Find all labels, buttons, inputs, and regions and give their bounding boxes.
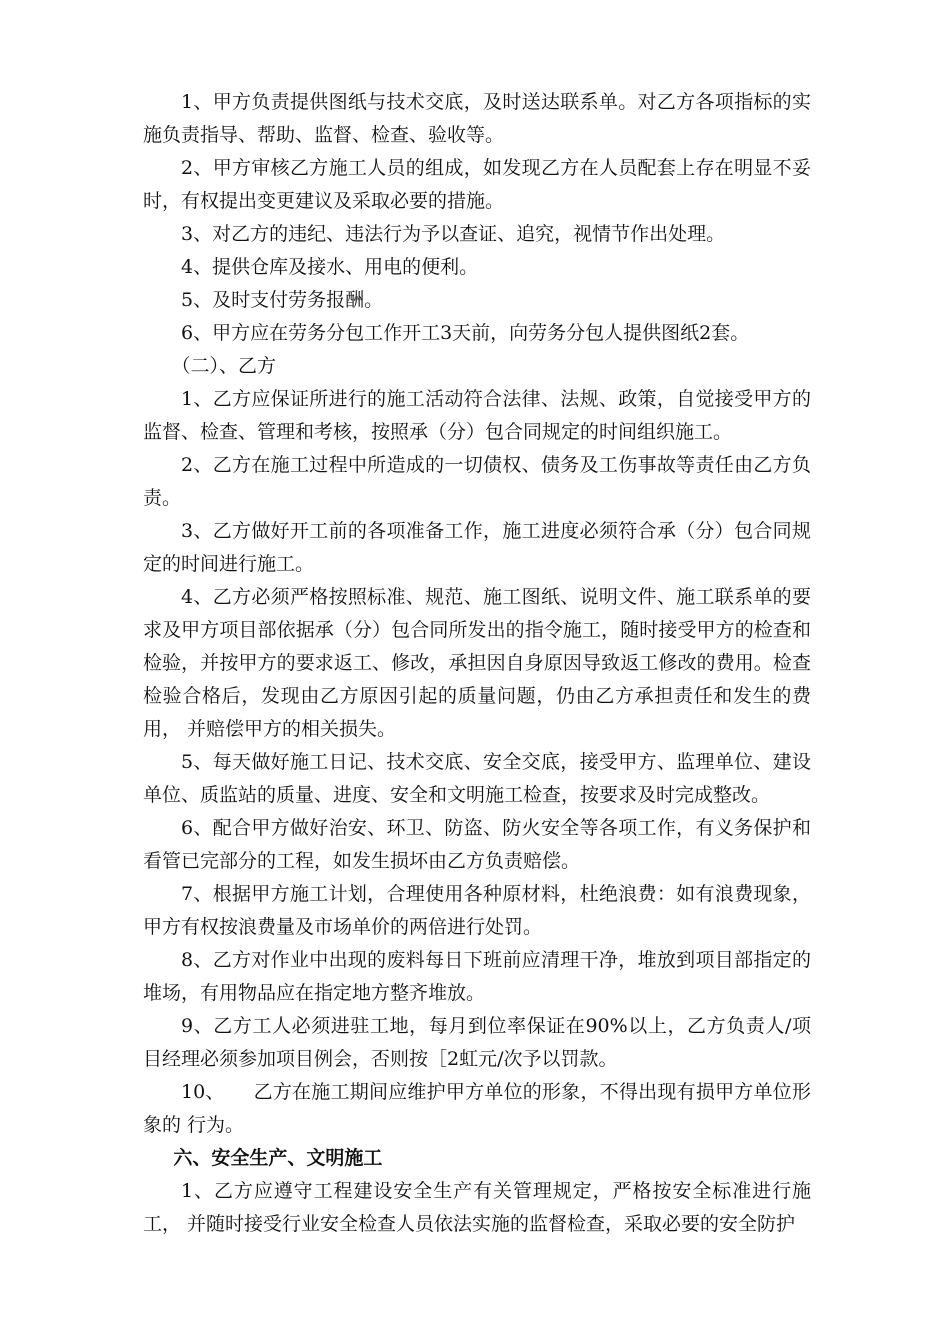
document-body (143, 86, 811, 1241)
section-heading: 六、安全生产、文明施工 (173, 1147, 383, 1169)
paragraph: 3、乙方做好开工前的各项准备工作，施工进度必须符合承（分）包合同规定的时间进行施工。 (143, 520, 811, 575)
paragraph: 9、乙方工人必须进驻工地，每月到位率保证在90%以上，乙方负责人/项目经理必须参加项目例会，否则按［2虹元/次予以罚款。 (143, 1015, 811, 1070)
paragraph: 2、甲方审核乙方施工人员的组成，如发现乙方在人员配套上存在明显不妥时，有权提出变更建议及采取必要的措施。 (143, 157, 811, 212)
paragraph: 8、乙方对作业中出现的废料每日下班前应清理干净，堆放到项目部指定的堆场，有用物品应在指定地方整齐堆放。 (143, 949, 811, 1004)
paragraph: 4、乙方必须严格按照标准、规范、施工图纸、说明文件、施工联系单的要求及甲方项目部依据承（分）包合同所发出的指令施工，随时接受甲方的检查和 检验，并按甲方的要求返工、修改，承担因自身原因导致返工修改的费用。检查 检验合格后，发现由乙方原因引起的质量问题，仍由乙方承担责任和发生的费用， 并赔偿甲方的相关损失。 (143, 586, 811, 740)
paragraph: 2、乙方在施工过程中所造成的一切债权、债务及工伤事故等责任由乙方负责。 (143, 454, 811, 509)
paragraph: 10、 乙方在施工期间应维护甲方单位的形象，不得出现有损甲方单位形象的 行为。 (143, 1081, 811, 1136)
paragraph: 6、甲方应在劳务分包工作开工3天前，向劳务分包人提供图纸2套。 (181, 322, 750, 344)
paragraph: 1、乙方应保证所进行的施工活动符合法律、法规、政策，自觉接受甲方的监督、检查、管理和考核，按照承（分）包合同规定的时间组织施工。 (143, 388, 811, 443)
paragraph: 4、提供仓库及接水、用电的便利。 (181, 256, 479, 278)
paragraph: 5、及时支付劳务报酬。 (181, 289, 384, 311)
paragraph: 5、每天做好施工日记、技术交底、安全交底，接受甲方、监理单位、建设单位、质监站的质量、进度、安全和文明施工检查，按要求及时完成整改。 (143, 751, 811, 806)
paragraph: 1、甲方负责提供图纸与技术交底，及时送达联系单。对乙方各项指标的实施负责指导、帮助、监督、检查、验收等。 (143, 91, 811, 146)
paragraph: 3、对乙方的违纪、违法行为予以查证、追究，视情节作出处理。 (181, 223, 726, 245)
paragraph: 7、根据甲方施工计划，合理使用各种原材料，杜绝浪费：如有浪费现象，甲方有权按浪费量及市场单价的两倍进行处罚。 (143, 883, 811, 938)
paragraph: 1、乙方应遵守工程建设安全生产有关管理规定，严格按安全标准进行施工， 并随时接受行业安全检查人员依法实施的监督检查，采取必要的安全防护 (143, 1180, 811, 1235)
section-subheading: （二）、乙方 (171, 355, 277, 377)
paragraph: 6、配合甲方做好治安、环卫、防盗、防火安全等各项工作，有义务保护和看管已完部分的工程，如发生损坏由乙方负责赔偿。 (143, 817, 811, 872)
